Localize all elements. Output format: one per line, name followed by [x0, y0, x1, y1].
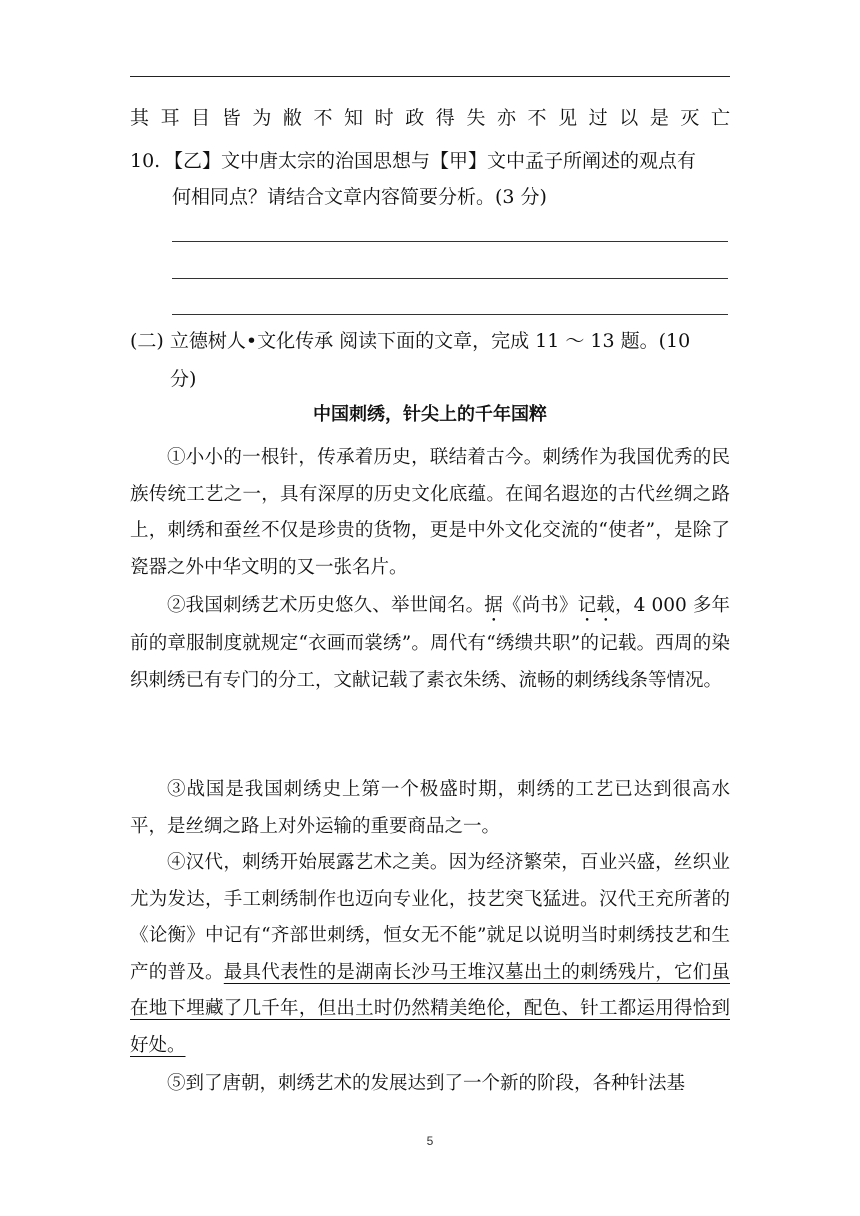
section-2-line-2: 分)	[170, 368, 197, 390]
question-number: 10.	[130, 150, 161, 172]
paragraph-4	[130, 845, 730, 1064]
paragraph-5: ⑤到了唐朝，刺绣艺术的发展达到了一个新的阶段，各种针法基	[167, 1073, 686, 1094]
punctuation-exercise-line	[130, 103, 730, 133]
emphasis-dot-text: 记载	[577, 595, 615, 616]
char: 亦	[496, 107, 516, 129]
paragraph-3: ③战国是我国刺绣史上第一个极盛时期，刺绣的工艺已达到很高水平，是丝绸之路上对外运输的重要商品之一。	[130, 779, 730, 837]
page-number: 5	[426, 1134, 434, 1148]
answer-line-3[interactable]	[172, 314, 728, 315]
char: 不	[313, 107, 333, 129]
char: 知	[344, 107, 364, 129]
paragraph-2	[130, 588, 730, 699]
paragraph-1: ①小小的一根针，传承着历史，联结着古今。刺绣作为我国优秀的民族传统工艺之一，具有深厚的历史文化底蕴。在闻名遐迩的古代丝绸之路上，刺绣和蚕丝不仅是珍贵的货物，更是中外文化交流的“使者”，是除了瓷器之外中华文明的又一张名片。	[130, 447, 730, 578]
paragraph-2-text-b: 《尚书》	[502, 595, 578, 616]
char: 其	[130, 107, 150, 129]
char: 敝	[282, 107, 302, 129]
char: 政	[405, 107, 425, 129]
header-rule	[130, 76, 730, 77]
char: 以	[619, 107, 639, 129]
char: 是	[649, 107, 669, 129]
question-text-line-1: 【乙】文中唐太宗的治国思想与【甲】文中孟子所阐述的观点有	[164, 150, 697, 172]
char: 皆	[221, 107, 241, 129]
article-title: 中国刺绣，针尖上的千年国粹	[313, 404, 547, 425]
question-text-line-2: 何相同点？请结合文章内容简要分析。(3 分)	[172, 186, 547, 208]
emphasis-dot-text: 据	[484, 595, 503, 616]
paragraph-2-text-c: ，4 000 多年前的章服制度就规定“衣画而裳绣”。周代有“绣缋共职”的记载。西周的染织刺绣已有专门的分工，文献记载了素衣朱绣、流畅的刺绣线条等情况。	[130, 595, 730, 691]
char: 不	[527, 107, 547, 129]
underlined-sentence: 最具代表性的是湖南长沙马王堆汉墓出土的刺绣残片，它们虽在地下埋藏了几千年，但出土时仍然精美绝伦，配色、针工都运用得恰到好处。	[130, 961, 730, 1056]
char: 灭	[680, 107, 700, 129]
answer-line-1[interactable]	[172, 241, 728, 242]
char: 失	[466, 107, 486, 129]
paragraph-2-text-a: ②我国刺绣艺术历史悠久、举世闻名。	[167, 595, 485, 616]
section-2-line-1: (二) 立德树人•文化传承 阅读下面的文章，完成 11 ～ 13 题。(10	[130, 330, 691, 352]
char: 过	[588, 107, 608, 129]
char: 耳	[160, 107, 180, 129]
char: 得	[435, 107, 455, 129]
char: 为	[252, 107, 272, 129]
char: 时	[374, 107, 394, 129]
char: 目	[191, 107, 211, 129]
answer-line-2[interactable]	[172, 278, 728, 279]
char: 见	[558, 107, 578, 129]
paragraph-4-text: ④汉代，刺绣开始展露艺术之美。因为经济繁荣，百业兴盛，丝织业尤为发达，手工刺绣制作也迈向专业化，技艺突飞猛进。汉代王充所著的《论衡》中记有“齐部世刺绣，恒女无不能”就足以说明当时刺绣技艺和生产的普及。	[130, 852, 730, 983]
char: 亡	[710, 107, 730, 129]
